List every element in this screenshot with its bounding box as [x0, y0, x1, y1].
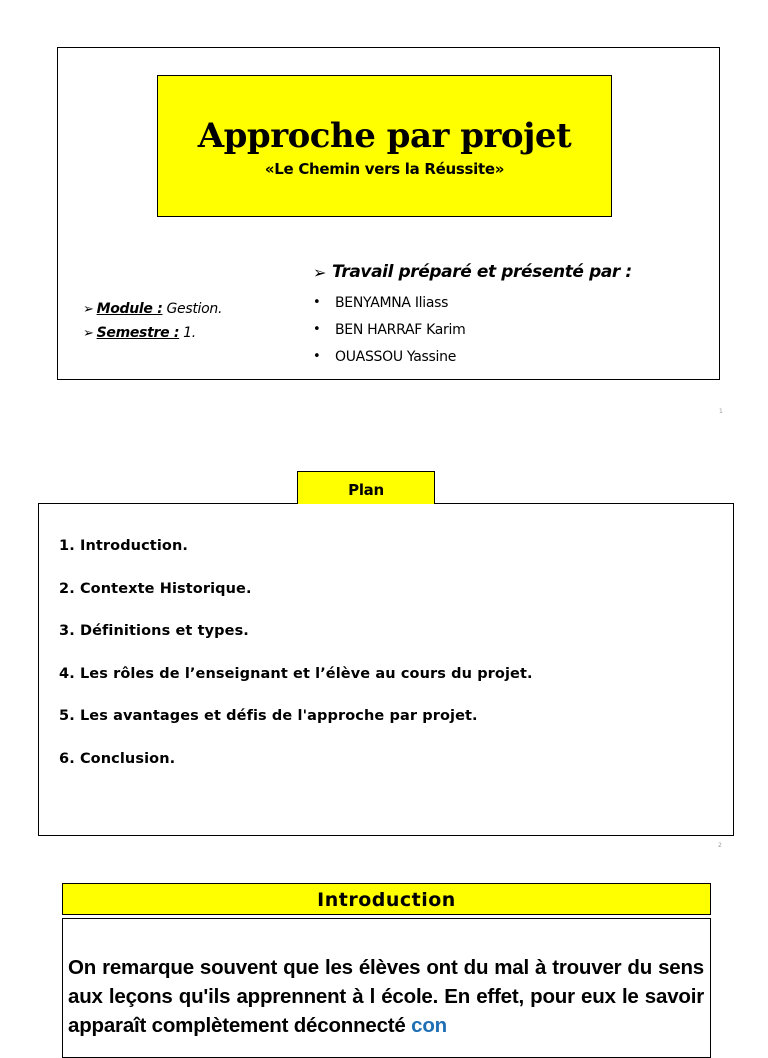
course-info	[83, 297, 222, 345]
module-value: Gestion	[166, 301, 218, 317]
arrow-bullet-icon: ➢	[83, 325, 94, 341]
plan-heading: Plan	[297, 471, 435, 504]
team-member: • OUASSOU Yassine	[313, 348, 457, 365]
bullet-icon: •	[313, 322, 321, 337]
team-heading	[313, 257, 632, 287]
arrow-bullet-icon: ➢	[313, 262, 327, 282]
presentation-subtitle: «Le Chemin vers la Réussite»	[264, 160, 505, 178]
page-number: 2	[718, 842, 722, 849]
plan-item: 3. Définitions et types.	[59, 623, 249, 639]
introduction-body	[62, 918, 711, 1058]
presentation-title: Approche par projet	[197, 116, 572, 156]
team-list	[313, 289, 632, 370]
page-number: 1	[719, 408, 723, 415]
semestre-value: 1	[183, 325, 192, 341]
introduction-link[interactable]: con	[411, 1014, 447, 1037]
team-member: • BENYAMNA Iliass	[313, 294, 449, 311]
introduction-text: On remarque souvent que les élèves ont du mal à trouver du sens aux leçons qu'ils apprennent à l école. En effet, pour eux le savoir apparaît complètement déconnecté	[68, 956, 704, 1037]
plan-item: 1. Introduction.	[59, 538, 188, 554]
team-member: • BEN HARRAF Karim	[313, 321, 466, 338]
semestre-line: ➢ Semestre : 1 .	[83, 325, 196, 341]
plan-item: 2. Contexte Historique.	[59, 580, 252, 597]
introduction-heading: Introduction	[62, 883, 711, 915]
team-section	[313, 257, 632, 370]
module-label: Module :	[96, 301, 163, 317]
plan-item: 5. Les avantages et défis de l'approche par projet.	[59, 708, 478, 724]
bullet-icon: •	[313, 349, 321, 364]
team-heading-text: Travail préparé et présenté par :	[332, 262, 632, 282]
plan-item: 6. Conclusion.	[59, 750, 176, 767]
arrow-bullet-icon: ➢	[83, 301, 94, 317]
module-line: ➢ Module : Gestion .	[83, 301, 223, 317]
title-box	[157, 75, 612, 217]
plan-slide	[38, 503, 734, 836]
plan-list	[59, 538, 533, 793]
bullet-icon: •	[313, 295, 321, 310]
semestre-label: Semestre :	[96, 325, 180, 341]
plan-item: 4. Les rôles de l’enseignant et l’élève au cours du projet.	[59, 665, 533, 682]
title-slide	[57, 47, 720, 380]
